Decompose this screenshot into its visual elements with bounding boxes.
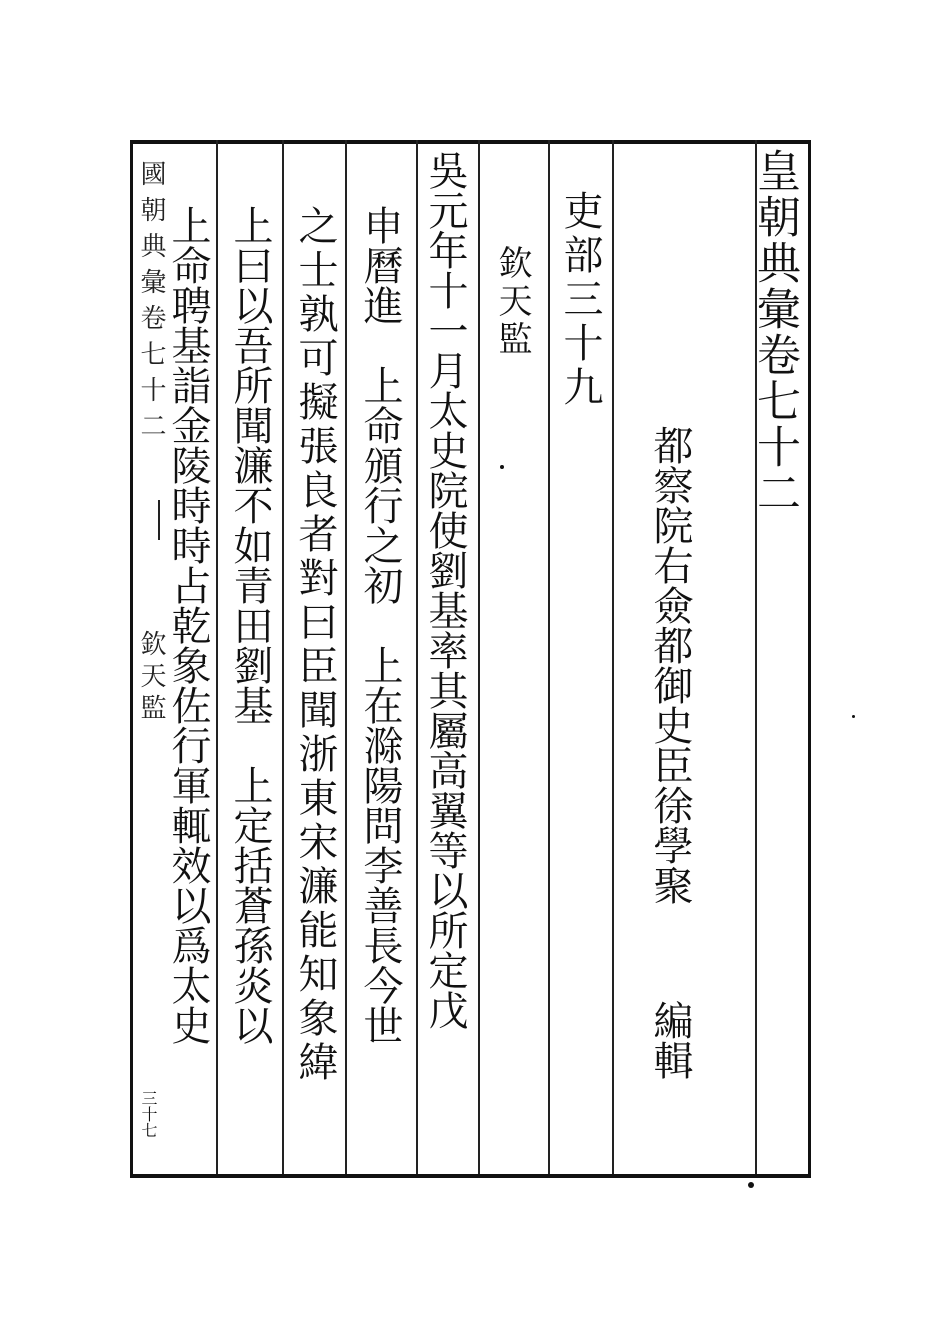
section-heading: 吏部三十九 bbox=[557, 190, 603, 410]
column-rule bbox=[612, 140, 614, 1174]
compiler-role: 編輯 bbox=[647, 1000, 693, 1080]
margin-label: 欽天監 bbox=[136, 630, 166, 726]
column-rule bbox=[416, 140, 418, 1174]
column-rule bbox=[345, 140, 347, 1174]
ink-speck bbox=[748, 1182, 754, 1188]
body-line-4: 上曰以吾所聞濂不如青田劉基 上定括蒼孫炎以 bbox=[227, 205, 273, 1045]
body-line-3: 之士孰可擬張良者對曰臣聞浙東宋濂能知象緯 bbox=[292, 205, 338, 1085]
body-line-5: 上命聘基詣金陵時時占乾象佐行軍輒效以爲太史 bbox=[165, 205, 211, 1045]
page-number: 三十七 bbox=[139, 1090, 158, 1138]
subsection-heading: 欽天監 bbox=[492, 245, 532, 359]
ink-speck bbox=[852, 715, 855, 718]
column-rule bbox=[216, 140, 218, 1174]
ink-speck bbox=[500, 465, 504, 469]
compiler-name: 都察院右僉都御史臣徐學聚 bbox=[647, 425, 693, 905]
column-rule bbox=[548, 140, 550, 1174]
margin-rule bbox=[158, 500, 160, 540]
body-line-2: 申曆進 上命頒行之初 上在滁陽問李善長今世 bbox=[357, 205, 403, 1045]
body-line-1: 吳元年十一月太史院使劉基率其屬高翼等以所定戊 bbox=[422, 150, 468, 1030]
margin-title: 國朝典彙卷七十二 bbox=[136, 160, 166, 448]
column-rule bbox=[282, 140, 284, 1174]
column-rule bbox=[478, 140, 480, 1174]
book-title: 皇朝典彙卷七十二 bbox=[749, 148, 800, 516]
